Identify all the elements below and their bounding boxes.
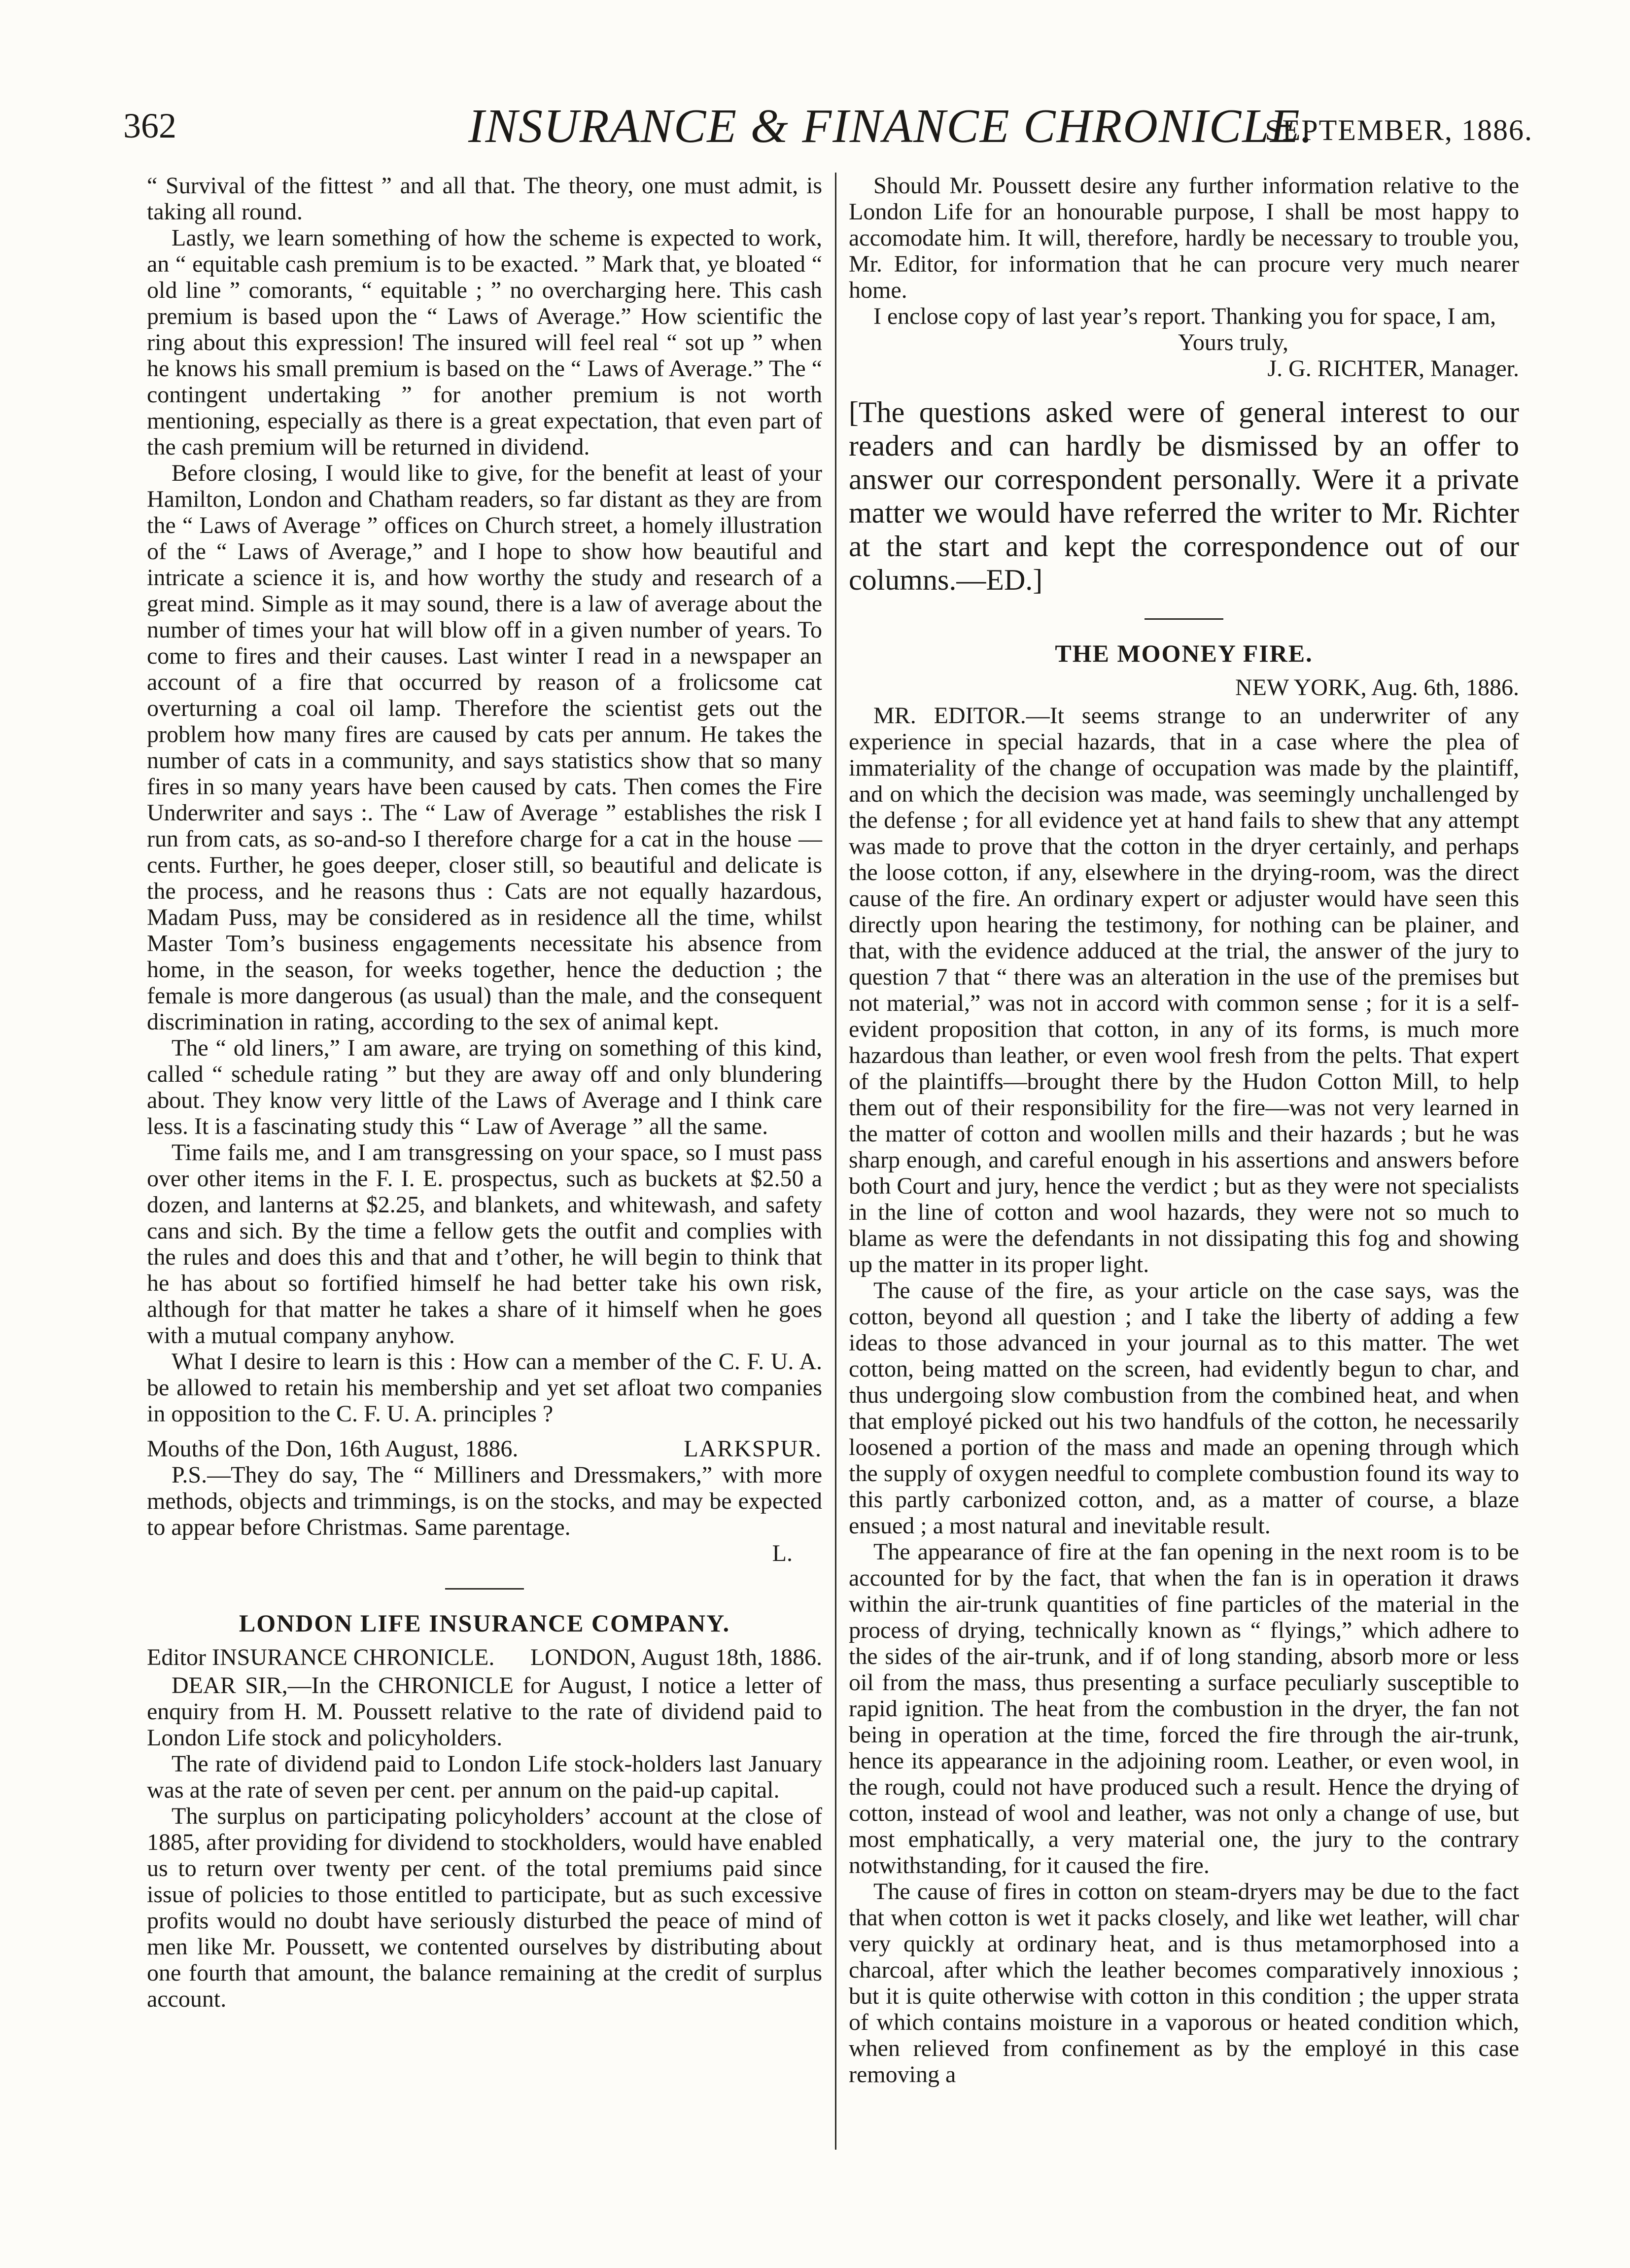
issue-date: SEPTEMBER, 1886. bbox=[1265, 114, 1533, 146]
article-paragraph: The surplus on participating policyholders’ account at the close of 1885, after providing for dividend to stockholders, would have enabled us to return over twenty per cent. of the total premiums paid since issue of policies to those entitled to participate, but as such excessive profits would no doubt have seriously disturbed the peace of mind of men like Mr. Poussett, we contented ourselves by distributing about one fourth that amount, the balance remaining at the credit of surplus account. bbox=[147, 1803, 822, 2012]
letter-signoff bbox=[147, 1436, 822, 1462]
article-addressee: Editor INSURANCE CHRONICLE. bbox=[147, 1644, 495, 1670]
right-column bbox=[849, 173, 1519, 2088]
page-number: 362 bbox=[123, 106, 176, 145]
article-paragraph: The rate of dividend paid to London Life stock-holders last January was at the rate of seven per cent. per annum on the paid-up capital. bbox=[147, 1751, 822, 1803]
letter-closing: Yours truly, bbox=[1178, 329, 1289, 355]
letter-paragraph: Before closing, I would like to give, for the benefit at least of your Hamilton, London and Chatham readers, so far distant as they are from the “ Laws of Average ” offices on Church street, a homely illustration of the “ Laws of Average,” and I hope to show how beautiful and intricate a science it is, and how worthy the study and research of a great mind. Simple as it may sound, there is a law of average about the number of times your hat will blow off in a given number of years. To come to fires and their causes. Last winter I read in a newspaper an account of a fire that occurred by reason of a frolicsome cat overturning a coal oil lamp. Therefore the scientist gets out the problem how many fires are caused by cats per annum. He takes the number of cats in a community, and says statistics show that so many fires in so many years have been caused by cats. Then comes the Fire Underwriter and says :. The “ Law of Average ” establishes the risk I run from cats, as so-and-so I therefore charge for a cat in the house — cents. Further, he goes deeper, closer still, so beautiful and delicate is the process, and he reasons thus : Cats are not equally hazardous, Madam Puss, may be considered as in residence all the time, whilst Master Tom’s business engagements necessitate his absence from home, in the season, for weeks together, hence the deduction ; the female is more dangerous (as usual) than the male, and the consequent discrimination in rating, according to the sex of animal kept. bbox=[147, 460, 822, 1035]
letter-paragraph: Time fails me, and I am transgressing on your space, so I must pass over other items in the F. I. E. prospectus, such as buckets at $2.50 a dozen, and lanterns at $2.25, and blankets, and whitewash, and safety cans and sich. By the time a fellow gets the outfit and complies with the rules and does this and that and t’other, he will begin to think that he has about so fortified himself he had better take his own risk, although for that matter he takes a share of it himself when he goes with a mutual company anyhow. bbox=[147, 1139, 822, 1348]
article-paragraph: DEAR SIR,—In the CHRONICLE for August, I notice a letter of enquiry from H. M. Poussett relative to the rate of dividend paid to London Life stock and policyholders. bbox=[147, 1672, 822, 1751]
publication-title: INSURANCE & FINANCE CHRONICLE. bbox=[468, 100, 1314, 153]
article-paragraph: The cause of the fire, as your article on the case says, was the cotton, beyond all question ; and I take the liberty of adding a few ideas to those advanced in your journal as to this matter. The wet cotton, being matted on the screen, had evidently begun to char, and thus undergoing slow combustion from the combined heat, and when that employé picked out his two handfuls of the cotton, he necessarily loosened a portion of the mass and made an opening through which the supply of oxygen needful to complete combustion found its way to this partly carbonized cotton, and, as a matter of course, a blaze ensued ; a most natural and inevitable result. bbox=[849, 1277, 1519, 1539]
letter-paragraph: What I desire to learn is this : How can a member of the C. F. U. A. be allowed to retain his membership and yet set afloat two companies in opposition to the C. F. U. A. principles ? bbox=[147, 1348, 822, 1427]
letter-signature: LARKSPUR. bbox=[684, 1436, 822, 1462]
letter-paragraph: The “ old liners,” I am aware, are trying on something of this kind, called “ schedule rating ” but they are away off and only blundering about. They know very little of the Laws of Average and I think care less. It is a fascinating study this “ Law of Average ” all the same. bbox=[147, 1035, 822, 1139]
article-paragraph: MR. EDITOR.—It seems strange to an underwriter of any experience in special hazards, that in a case where the plea of immateriality of the change of occupation was made by the plaintiff, and on which the decision was made, was seemingly unchallenged by the defense ; for all evidence yet at hand fails to shew that any attempt was made to prove that the cotton in the dryer certainly, and perhaps the loose cotton, if any, elsewhere in the drying-room, was the direct cause of the fire. An ordinary expert or adjuster would have seen this directly upon hearing the testimony, for nothing can be plainer, and that, with the evidence adduced at the trial, the answer of the jury to question 7 that “ there was an alteration in the use of the premises but not material,” was not in accord with common sense ; for it is a self-evident proposition that cotton, in any of its forms, is much more hazardous than leather, or even wool fresh from the pelts. That expert of the plaintiffs—brought there by the Hudon Cotton Mill, to help them out of their responsibility for the fire—was not very learned in the matter of cotton and woollen mills and their hazards ; but he was sharp enough, and careful enough in his assertions and answers before both Court and jury, hence the verdict ; but as they were not specialists in the line of cotton and wool hazards, they were not so much to blame as were the defendants in not dissipating this fog and showing up the matter in its proper light. bbox=[849, 703, 1519, 1277]
article-paragraph: I enclose copy of last year’s report. Thanking you for space, I am, bbox=[873, 303, 1496, 329]
letter-place-date: Mouths of the Don, 16th August, 1886. bbox=[147, 1436, 519, 1462]
postscript-initial: L. bbox=[772, 1540, 793, 1566]
letter-paragraph: “ Survival of the fittest ” and all that. The theory, one must admit, is taking all round. bbox=[147, 173, 822, 225]
left-column bbox=[147, 173, 822, 2012]
article-dateline: LONDON, August 18th, 1886. bbox=[530, 1644, 822, 1670]
article-headline: LONDON LIFE INSURANCE COMPANY. bbox=[239, 1609, 730, 1637]
letter-signature: J. G. RICHTER, Manager. bbox=[1267, 355, 1519, 382]
article-dateline-row bbox=[147, 1644, 822, 1670]
article-dateline: NEW YORK, Aug. 6th, 1886. bbox=[1235, 674, 1519, 701]
column-divider bbox=[835, 173, 836, 2150]
article-paragraph: The cause of fires in cotton on steam-dryers may be due to the fact that when cotton is wet it packs closely, and like wet leather, will char very quickly at ordinary heat, and is thus metamorphosed into a charcoal, after which the leather becomes comparatively innoxious ; but it is quite otherwise with cotton in this condition ; the upper strata of which contains moisture in a vaporous or heated condition which, when relieved from confinement as by the employé in this case removing a bbox=[849, 1878, 1519, 2088]
article-headline: THE MOONEY FIRE. bbox=[1055, 639, 1313, 667]
letter-paragraph: Lastly, we learn something of how the scheme is expected to work, an “ equitable cash premium is to be exacted. ” Mark that, ye bloated “ old line ” comorants, “ equitable ; ” no overcharging here. This cash premium is based upon the “ Laws of Average.” How scientific the ring about this expression! The insured will feel real “ sot up ” when he knows his small premium is based on the “ Laws of Average.” The “ contingent undertaking ” for another premium is not worth mentioning, especially as there is a great expectation, that even part of the cash premium will be returned in dividend. bbox=[147, 225, 822, 460]
article-paragraph: The appearance of fire at the fan opening in the next room is to be accounted for by the fact, that when the fan is in operation it draws within the air-trunk quantities of fine particles of the material in the process of drying, technically known as “ flyings,” which adhere to the sides of the air-trunk, and if of long standing, absorb more or less oil from the mass, thus presenting a surface peculiarly susceptible to rapid ignition. The heat from the combustion in the dryer, the fan not being in operation at the time, forced the fire through the air-trunk, hence its appearance in the adjoining room. Leather, or even wool, in the rough, could not have produced such a result. Hence the drying of cotton, instead of wool and leather, was not only a change of use, but most emphatically, a very material one, the jury to the contrary notwithstanding, for it caused the fire. bbox=[849, 1539, 1519, 1878]
article-paragraph: Should Mr. Poussett desire any further information relative to the London Life for an honourable purpose, I shall be most happy to accomodate him. It will, therefore, hardly be necessary to trouble you, Mr. Editor, for information that he can procure very much nearer home. bbox=[849, 173, 1519, 303]
masthead bbox=[123, 99, 1533, 163]
editor-note: [The questions asked were of general interest to our readers and can hardly be dismissed by an offer to answer our correspondent personally. Were it a private matter we would have referred the writer to Mr. Richter at the start and kept the correspondence out of our columns.—ED.] bbox=[849, 396, 1519, 596]
postscript: P.S.—They do say, The “ Milliners and Dressmakers,” with more methods, objects and trimmings, is on the stocks, and may be expected to appear before Christmas. Same parentage. bbox=[147, 1462, 822, 1540]
section-divider bbox=[445, 1588, 524, 1590]
section-divider bbox=[1144, 618, 1223, 620]
